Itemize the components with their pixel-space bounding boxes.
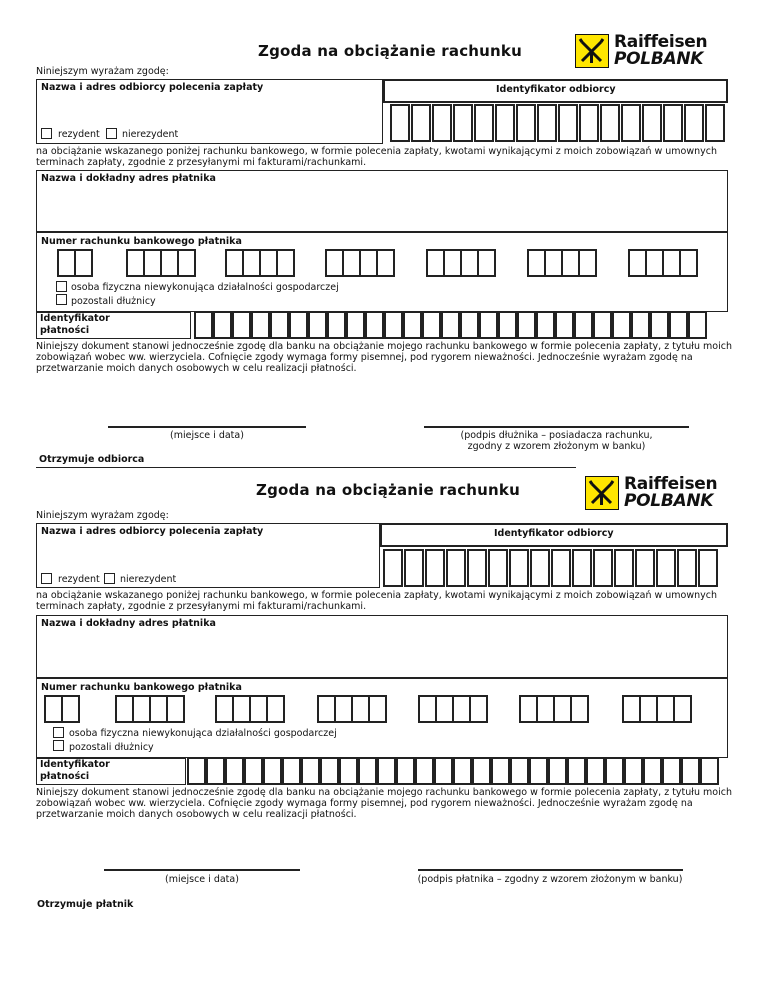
account-digit-box[interactable] [469, 695, 488, 723]
resident-checkbox[interactable] [41, 573, 52, 584]
nonresident-label: nierezydent [122, 129, 179, 140]
payee-id-digit-box[interactable] [474, 104, 494, 142]
payee-label: Nazwa i adres odbiorcy polecenia zapłaty [41, 82, 264, 93]
payee-id-digit-box[interactable] [446, 549, 466, 587]
logo-line2: POLBANK [614, 49, 704, 69]
payee-id-digit-box[interactable] [600, 104, 620, 142]
nonresident-checkbox[interactable] [106, 128, 117, 139]
debit-text-line1: na obciążanie wskazanego poniżej rachunku bankowego, w formie polecenia zapłaty, kwotami wynikającymi z moich zobowiązań w umownych [36, 590, 718, 601]
payment-id-digit-box[interactable] [232, 311, 251, 339]
payment-id-digit-box[interactable] [225, 757, 244, 785]
place-date-label: (miejsce i data) [170, 430, 244, 441]
payment-id-digit-box[interactable] [555, 311, 574, 339]
account-digit-box[interactable] [74, 249, 93, 277]
payment-id-digit-box[interactable] [187, 757, 206, 785]
payment-id-label: Identyfikator płatności [40, 759, 110, 782]
other-debtors-checkbox[interactable] [53, 740, 64, 751]
payment-id-digit-box[interactable] [327, 311, 346, 339]
payee-id-digit-box[interactable] [663, 104, 683, 142]
account-label: Numer rachunku bankowego płatnika [41, 682, 242, 693]
person-type-label: osoba fizyczna niewykonująca działalności gospodarczej [71, 282, 339, 293]
account-digit-box[interactable] [578, 249, 597, 277]
nonresident-label: nierezydent [120, 574, 177, 585]
payee-id-digit-box[interactable] [467, 549, 487, 587]
payee-id-digit-box[interactable] [537, 104, 557, 142]
payee-id-digit-box[interactable] [593, 549, 613, 587]
payment-id-digit-box[interactable] [263, 757, 282, 785]
account-digit-box[interactable] [673, 695, 692, 723]
other-debtors-label: pozostali dłużnicy [71, 296, 156, 307]
payment-id-digit-box[interactable] [346, 311, 365, 339]
payment-id-digit-box[interactable] [270, 311, 289, 339]
account-digit-box[interactable] [477, 249, 496, 277]
payee-id-digit-box[interactable] [579, 104, 599, 142]
resident-label: rezydent [58, 574, 100, 585]
doc-text-line2: zobowiązań wobec ww. wierzyciela. Cofnięcie zgody wymaga formy pisemnej, pod rygorem nieważności. Jednocześnie wyrażam zgodę na [36, 798, 693, 809]
place-date-line[interactable] [104, 869, 300, 871]
payment-id-digit-box[interactable] [624, 757, 643, 785]
payment-id-digit-box[interactable] [422, 311, 441, 339]
payment-id-digit-box[interactable] [282, 757, 301, 785]
payee-id-digit-box[interactable] [684, 104, 704, 142]
payment-id-digit-box[interactable] [441, 311, 460, 339]
payee-id-digit-box[interactable] [558, 104, 578, 142]
payee-id-digit-box[interactable] [411, 104, 431, 142]
payee-id-digit-box[interactable] [551, 549, 571, 587]
payment-id-digit-box[interactable] [700, 757, 719, 785]
logo-line2: POLBANK [624, 491, 714, 511]
payment-id-digit-box[interactable] [491, 757, 510, 785]
place-date-label: (miejsce i data) [165, 874, 239, 885]
payee-id-label: Identyfikator odbiorcy [494, 528, 614, 539]
account-digit-box[interactable] [570, 695, 589, 723]
payment-id-digit-box[interactable] [688, 311, 707, 339]
payment-id-digit-box[interactable] [593, 311, 612, 339]
raiffeisen-logo [585, 476, 717, 510]
payment-id-digit-box[interactable] [320, 757, 339, 785]
payee-label: Nazwa i adres odbiorcy polecenia zapłaty [41, 526, 264, 537]
other-debtors-checkbox[interactable] [56, 294, 67, 305]
payment-id-digit-box[interactable] [472, 757, 491, 785]
payee-id-digit-box[interactable] [495, 104, 515, 142]
payment-id-digit-box[interactable] [510, 757, 529, 785]
payment-id-digit-box[interactable] [681, 757, 700, 785]
payee-id-digit-box[interactable] [698, 549, 718, 587]
debit-text-line2: terminach zapłaty, zgodnie z przesyłanymi mi fakturami/rachunkami. [36, 601, 367, 612]
payment-id-digit-box[interactable] [301, 757, 320, 785]
payee-id-digit-box[interactable] [621, 104, 641, 142]
payee-id-digit-box[interactable] [453, 104, 473, 142]
raiffeisen-logo [575, 34, 707, 68]
logo-line1: Raiffeisen [614, 32, 708, 52]
debit-text-line2: terminach zapłaty, zgodnie z przesyłanymi mi fakturami/rachunkami. [36, 157, 367, 168]
recipient-label: Otrzymuje płatnik [37, 899, 134, 910]
payment-id-digit-box[interactable] [453, 757, 472, 785]
account-digit-box[interactable] [266, 695, 285, 723]
payee-id-digit-box[interactable] [404, 549, 424, 587]
payee-id-digit-box[interactable] [432, 104, 452, 142]
payee-id-digit-box[interactable] [488, 549, 508, 587]
consent-text: Niniejszym wyrażam zgodę: [36, 66, 169, 77]
payment-id-digit-box[interactable] [517, 311, 536, 339]
account-digit-box[interactable] [368, 695, 387, 723]
payment-id-digit-box[interactable] [548, 757, 567, 785]
payment-id-digit-box[interactable] [669, 311, 688, 339]
payment-id-digit-box[interactable] [244, 757, 263, 785]
person-type-label: osoba fizyczna niewykonująca działalności gospodarczej [69, 728, 337, 739]
resident-label: rezydent [58, 129, 100, 140]
payment-id-digit-box[interactable] [529, 757, 548, 785]
payment-id-digit-box[interactable] [213, 311, 232, 339]
form-title: Zgoda na obciążanie rachunku [258, 42, 522, 60]
payment-id-digit-box[interactable] [567, 757, 586, 785]
doc-text-line1: Niniejszy dokument stanowi jednocześnie zgodę dla banku na obciążanie mojego rachunku bankowego w formie polecenia zapłaty, z tytułu moich [36, 787, 732, 798]
account-digit-box[interactable] [177, 249, 196, 277]
payment-id-digit-box[interactable] [308, 311, 327, 339]
payment-id-digit-box[interactable] [479, 311, 498, 339]
payment-id-label: Identyfikator płatności [40, 313, 110, 336]
payment-id-digit-box[interactable] [415, 757, 434, 785]
account-digit-box[interactable] [679, 249, 698, 277]
payee-id-digit-box[interactable] [516, 104, 536, 142]
payment-id-digit-box[interactable] [612, 311, 631, 339]
payee-id-digit-box[interactable] [635, 549, 655, 587]
other-debtors-label: pozostali dłużnicy [69, 742, 154, 753]
payee-id-digit-box[interactable] [705, 104, 725, 142]
doc-text-line2: zobowiązań wobec ww. wierzyciela. Cofnięcie zgody wymaga formy pisemnej, pod rygorem nieważności. Jednocześnie wyrażam zgodę na [36, 352, 693, 363]
payee-id-digit-box[interactable] [530, 549, 550, 587]
payee-id-digit-box[interactable] [509, 549, 529, 587]
payment-id-digit-box[interactable] [206, 757, 225, 785]
signature-label-line1: (podpis dłużnika – posiadacza rachunku, [460, 430, 653, 441]
account-digit-box[interactable] [166, 695, 185, 723]
nonresident-checkbox[interactable] [104, 573, 115, 584]
payment-id-digit-box[interactable] [460, 311, 479, 339]
payment-id-digit-box[interactable] [396, 757, 415, 785]
payee-id-digit-box[interactable] [390, 104, 410, 142]
signature-line[interactable] [424, 426, 689, 428]
raiffeisen-gable-icon [575, 34, 609, 68]
payment-id-digit-box[interactable] [586, 757, 605, 785]
payer-label: Nazwa i dokładny adres płatnika [41, 618, 216, 629]
debit-text-line1: na obciążanie wskazanego poniżej rachunku bankowego, w formie polecenia zapłaty, kwotami wynikającymi z moich zobowiązań w umownych [36, 146, 718, 157]
payee-id-digit-box[interactable] [642, 104, 662, 142]
resident-checkbox[interactable] [41, 128, 52, 139]
payment-id-digit-box[interactable] [434, 757, 453, 785]
payment-id-digit-box[interactable] [662, 757, 681, 785]
payment-id-digit-box[interactable] [650, 311, 669, 339]
payee-id-digit-box[interactable] [656, 549, 676, 587]
doc-text-line3: przetwarzanie moich danych osobowych w celu realizacji płatności. [36, 809, 357, 820]
payee-id-label: Identyfikator odbiorcy [496, 84, 616, 95]
payment-id-digit-box[interactable] [536, 311, 555, 339]
person-type-checkbox[interactable] [53, 727, 64, 738]
payment-id-digit-box[interactable] [384, 311, 403, 339]
payer-label: Nazwa i dokładny adres płatnika [41, 173, 216, 184]
raiffeisen-gable-icon [585, 476, 619, 510]
payment-id-digit-box[interactable] [574, 311, 593, 339]
doc-text-line1: Niniejszy dokument stanowi jednocześnie zgodę dla banku na obciążanie mojego rachunku bankowego w formie polecenia zapłaty, z tytułu moich [36, 341, 732, 352]
account-digit-box[interactable] [276, 249, 295, 277]
account-digit-box[interactable] [376, 249, 395, 277]
payee-id-digit-box[interactable] [572, 549, 592, 587]
payment-id-digit-box[interactable] [289, 311, 308, 339]
payment-id-digit-box[interactable] [358, 757, 377, 785]
consent-text: Niniejszym wyrażam zgodę: [36, 510, 169, 521]
payee-id-digit-box[interactable] [677, 549, 697, 587]
account-label: Numer rachunku bankowego płatnika [41, 236, 242, 247]
form-title: Zgoda na obciążanie rachunku [256, 481, 520, 499]
cut-line [36, 467, 576, 468]
recipient-label: Otrzymuje odbiorca [39, 454, 145, 465]
payment-id-digit-box[interactable] [631, 311, 650, 339]
payee-id-digit-box[interactable] [425, 549, 445, 587]
signature-label-line1: (podpis płatnika – zgodny z wzorem złożonym w banku) [417, 874, 683, 885]
payment-id-digit-box[interactable] [194, 311, 213, 339]
payment-id-digit-box[interactable] [365, 311, 384, 339]
signature-line[interactable] [418, 869, 683, 871]
payment-id-digit-box[interactable] [605, 757, 624, 785]
account-digit-box[interactable] [61, 695, 80, 723]
place-date-line[interactable] [108, 426, 306, 428]
payee-id-digit-box[interactable] [614, 549, 634, 587]
payment-id-digit-box[interactable] [339, 757, 358, 785]
doc-text-line3: przetwarzanie moich danych osobowych w celu realizacji płatności. [36, 363, 357, 374]
payment-id-digit-box[interactable] [643, 757, 662, 785]
logo-line1: Raiffeisen [624, 474, 718, 494]
payment-id-digit-box[interactable] [377, 757, 396, 785]
payment-id-digit-box[interactable] [403, 311, 422, 339]
signature-label-line2: zgodny z wzorem złożonym w banku) [467, 441, 646, 452]
payee-id-digit-box[interactable] [383, 549, 403, 587]
payment-id-digit-box[interactable] [498, 311, 517, 339]
person-type-checkbox[interactable] [56, 281, 67, 292]
payment-id-digit-box[interactable] [251, 311, 270, 339]
